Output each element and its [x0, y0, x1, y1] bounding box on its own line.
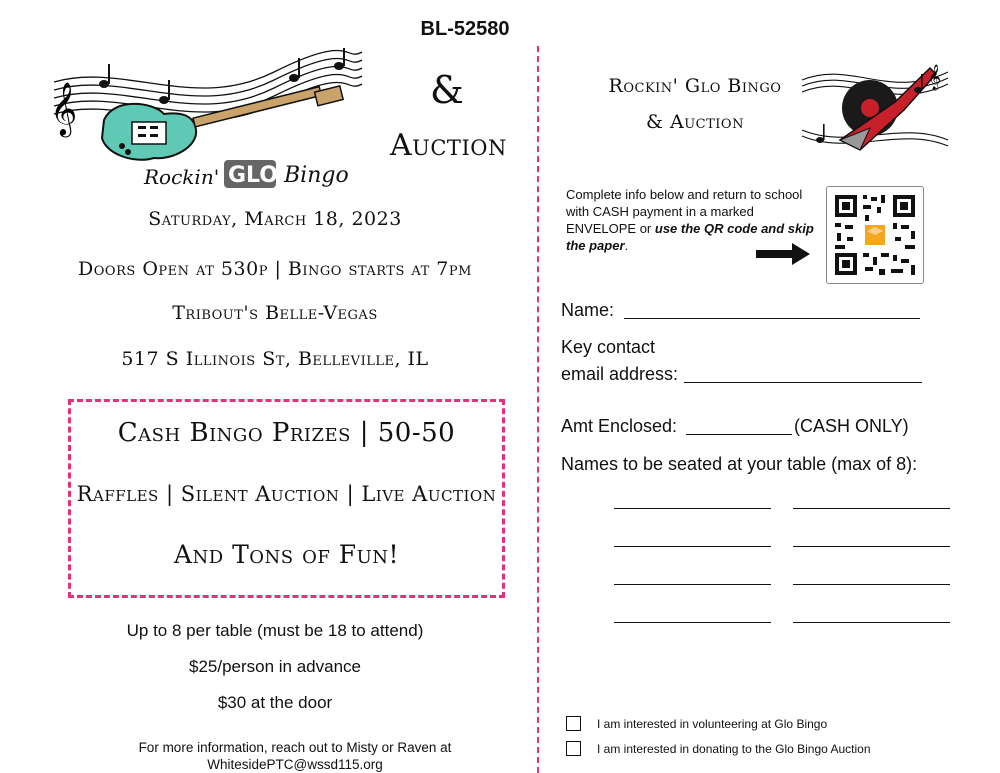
- seat-name-field[interactable]: [793, 584, 950, 585]
- donate-checkbox[interactable]: [566, 741, 581, 756]
- qr-code-icon[interactable]: [826, 186, 924, 284]
- email-field[interactable]: [684, 364, 922, 383]
- form-title-line-2: & Auction: [646, 111, 744, 133]
- logo-bingo-text: Bingo: [284, 163, 349, 188]
- price-door: $30 at the door: [217, 693, 333, 712]
- donate-label: I am interested in donating to the Glo Bingo Auction: [597, 741, 871, 756]
- flying-v-guitar-icon: [800, 50, 950, 155]
- seat-name-field[interactable]: [793, 622, 950, 623]
- event-date: Saturday, March 18, 2023: [148, 208, 402, 230]
- contact-line-1: For more information, reach out to Misty or Raven at: [138, 740, 452, 755]
- price-advance: $25/person in advance: [188, 657, 362, 676]
- amount-cash-only: (CASH ONLY): [794, 416, 909, 436]
- contact-email[interactable]: WhitesidePTC@wssd115.org: [207, 757, 383, 772]
- logo-glo-text: GLO: [228, 163, 278, 188]
- event-doors: Doors Open at 530p | Bingo starts at 7pm: [78, 258, 472, 280]
- guitar-logo: [44, 42, 364, 192]
- seating-label: Names to be seated at your table (max of 8):: [561, 454, 918, 474]
- name-label: Name:: [561, 300, 615, 320]
- volunteer-label: I am interested in volunteering at Glo Bingo: [597, 716, 828, 731]
- seat-name-field[interactable]: [614, 584, 771, 585]
- svg-text:𝄞: 𝄞: [50, 81, 78, 135]
- svg-text:𝄞: 𝄞: [928, 65, 942, 90]
- seat-name-field[interactable]: [793, 508, 950, 509]
- email-label-line-1: Key contact: [561, 337, 656, 357]
- email-label-line-2: email address:: [561, 364, 679, 384]
- document-id: BL-52580: [420, 18, 510, 40]
- seat-name-field[interactable]: [614, 508, 771, 509]
- event-venue: Tribout's Belle-Vegas: [172, 302, 378, 324]
- ampersand: &: [430, 68, 464, 112]
- form-title-line-1: Rockin' Glo Bingo: [608, 75, 782, 97]
- name-field[interactable]: [624, 300, 920, 319]
- seat-name-field[interactable]: [614, 546, 771, 547]
- arrow-right-icon: [756, 243, 810, 265]
- donate-row: [566, 741, 871, 756]
- prize-line-3: And Tons of Fun!: [173, 540, 400, 569]
- instructions-end: .: [624, 238, 629, 253]
- event-address: 517 S Illinois St, Belleville, IL: [121, 348, 429, 370]
- seat-name-field[interactable]: [793, 546, 950, 547]
- table-info: Up to 8 per table (must be 18 to attend): [126, 621, 424, 640]
- instructions-qr-emphasis: use the QR code and skip the paper: [566, 221, 814, 253]
- form-title: [590, 68, 800, 140]
- auction-heading: Auction: [390, 128, 507, 163]
- prize-line-2: Raffles | Silent Auction | Live Auction: [76, 482, 497, 506]
- volunteer-checkbox[interactable]: [566, 716, 581, 731]
- prize-line-1: Cash Bingo Prizes | 50-50: [117, 418, 456, 448]
- tear-divider: [537, 46, 539, 773]
- amount-label: Amt Enclosed:: [561, 416, 678, 436]
- volunteer-row: [566, 716, 827, 731]
- seat-name-field[interactable]: [614, 622, 771, 623]
- amount-field[interactable]: [686, 416, 792, 435]
- logo-rockin-text: Rockin': [144, 165, 220, 189]
- instructions-text: Complete info below and return to school with CASH payment in a marked ENVELOPE or: [566, 187, 803, 236]
